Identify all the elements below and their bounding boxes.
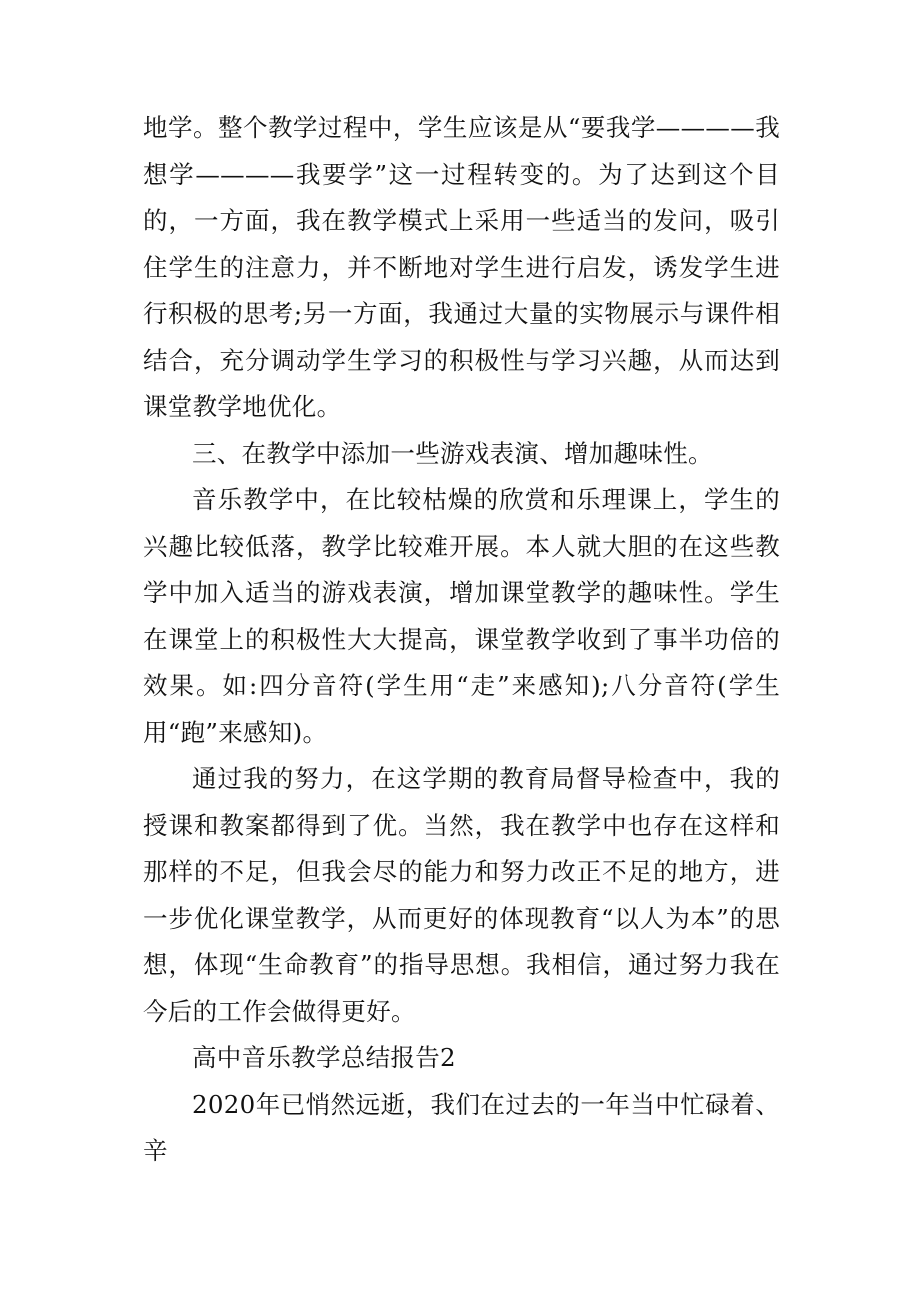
paragraph-teaching-process: 地学。整个教学过程中，学生应该是从“要我学————我想学————我要学”这一过程转变的。为了达到这个目的，一方面，我在教学模式上采用一些适当的发问，吸引住学生的注意力，并不断地对学生进行启发，诱发学生进行积极的思考;另一方面，我通过大量的实物展示与课件相结合，充分调动学生学习的积极性与学习兴趣，从而达到课堂教学地优化。 [143,113,780,421]
paragraph-year-review-start: 2020年已悄然远逝，我们在过去的一年当中忙碌着、辛 [143,1089,780,1165]
paragraph-music-games: 音乐教学中，在比较枯燥的欣赏和乐理课上，学生的兴趣比较低落，教学比较难开展。本人就大胆的在这些教学中加入适当的游戏表演，增加课堂教学的趣味性。学生在课堂上的积极性大大提高，课堂教学收到了事半功倍的效果。如:四分音符(学生用“走”来感知);八分音符(学生用“跑”来感知)。 [143,485,780,747]
paragraph-results-reflection: 通过我的努力，在这学期的教育局督导检查中，我的授课和教案都得到了优。当然，我在教学中也存在这样和那样的不足，但我会尽的能力和努力改正不足的地方，进一步优化课堂教学，从而更好的体现教育“以人为本”的思想，体现“生命教育”的指导思想。我相信，通过努力我在今后的工作会做得更好。 [143,764,780,1026]
document-body [143,105,780,1175]
section-heading-games: 三、在教学中添加一些游戏表演、增加趣味性。 [192,438,713,468]
report-title-2: 高中音乐教学总结报告2 [192,1043,456,1072]
